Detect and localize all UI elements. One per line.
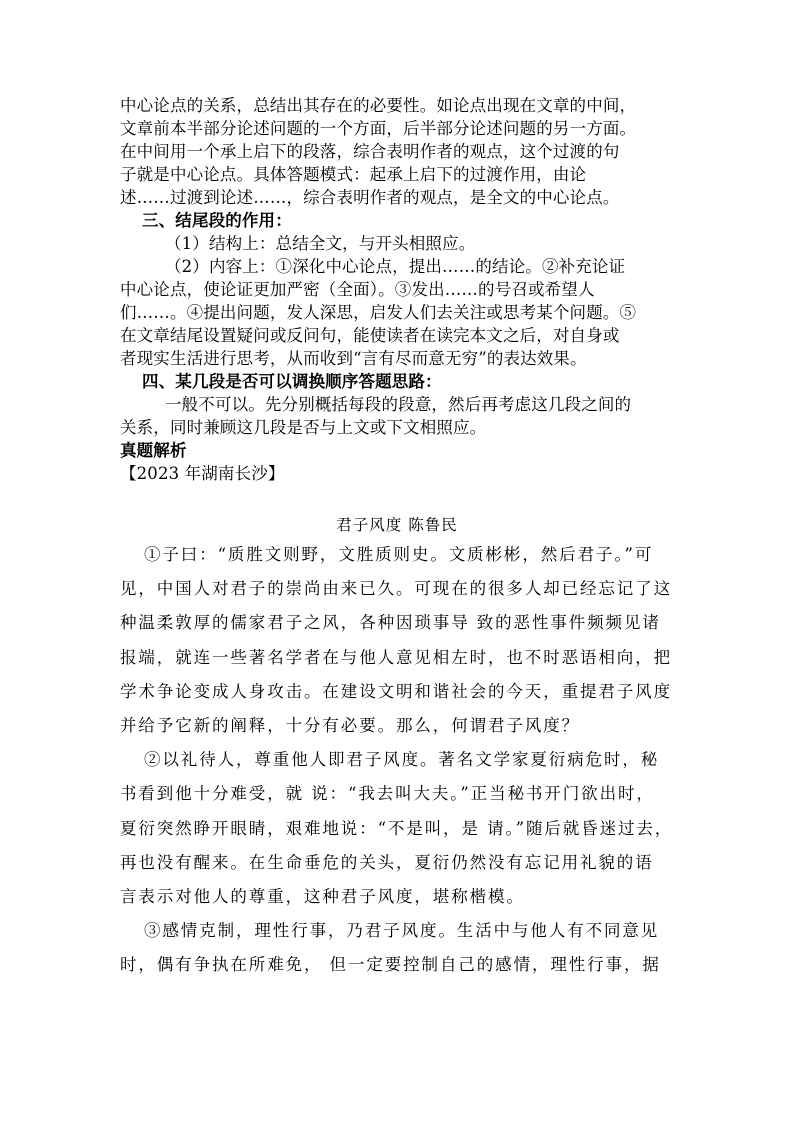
essay-line: 并给予它新的阐释，十分有必要。那么，何谓君子风度？ bbox=[120, 716, 580, 736]
essay-line: 书看到他十分难受，就 说：“我去叫大夫。”正当秘书开门欲出时， bbox=[120, 784, 655, 804]
text-line: （2）内容上：①深化中心论点，提出……的结论。②补充论证 bbox=[165, 257, 626, 276]
section-heading: 四、某几段是否可以调换顺序答题思路： bbox=[142, 372, 442, 391]
text-line: 述……过渡到论述……，综合表明作者的观点，是全文的中心论点。 bbox=[120, 188, 620, 207]
text-line: 在文章结尾设置疑问或反问句，能使读者在读完本文之后，对自身或 bbox=[120, 326, 620, 345]
essay-line: 见，中国人对君子的崇尚由来已久。可现在的很多人却已经忘记了这 bbox=[120, 579, 672, 599]
essay-line: 夏衍突然睁开眼睛，艰难地说：“不是叫，是 请。”随后就昏迷过去， bbox=[120, 818, 674, 838]
essay-title: 君子风度 陈鲁民 bbox=[336, 516, 458, 534]
exam-analysis-label: 真题解析 bbox=[120, 441, 187, 460]
text-line: 者现实生活进行思考，从而收到“言有尽而意无穷”的表达效果。 bbox=[120, 349, 587, 368]
text-line: 中心论点，使论证更加严密（全面）。③发出……的号召或希望人 bbox=[120, 280, 595, 299]
essay-paragraph-start: ①子曰：“质胜文则野，文胜质则史。文质彬彬，然后君子。”可 bbox=[144, 545, 654, 564]
text-line: 子就是中心论点。具体答题模式：起承上启下的过渡作用，由论 bbox=[120, 165, 587, 184]
exam-source-label: 【2023 年湖南长沙】 bbox=[120, 464, 285, 483]
guide-section bbox=[120, 94, 700, 485]
text-line: 中心论点的关系，总结出其存在的必要性。如论点出现在文章的中间， bbox=[120, 96, 637, 115]
essay-line: 时，偶有争执在所难免， 但一定要控制自己的感情，理性行事，据 bbox=[120, 955, 661, 975]
section-heading: 三、结尾段的作用： bbox=[142, 211, 292, 230]
essay-paragraph-start: ②以礼待人，尊重他人即君子风度。著名文学家夏衍病危时，秘 bbox=[144, 750, 660, 770]
essay-line: 种温柔敦厚的儒家君子之风，各种因琐事导 致的恶性事件频频见诸 bbox=[120, 613, 661, 633]
text-line: 关系，同时兼顾这几段是否与上文或下文相照应。 bbox=[120, 418, 487, 437]
essay-paragraph-start: ③感情克制，理性行事，乃君子风度。生活中与他人有不同意见 bbox=[144, 921, 660, 941]
text-line: 文章前本半部分论述问题的一个方面，后半部分论述问题的另一方面。 bbox=[120, 119, 637, 138]
essay-line: 言表示对他人的尊重，这种君子风度，堪称楷模。 bbox=[120, 887, 525, 907]
text-line: （1）结构上：总结全文，与开头相照应。 bbox=[165, 234, 476, 253]
text-line: 在中间用一个承上启下的段落，综合表明作者的观点，这个过渡的句 bbox=[120, 142, 620, 161]
text-line: 们……。④提出问题，发人深思，启发人们去关注或思考某个问题。⑤ bbox=[120, 303, 637, 322]
text-line: 一般不可以。先分别概括每段的段意，然后再考虑这几段之间的 bbox=[165, 395, 632, 414]
essay-line: 学术争论变成人身攻击。在建设文明和谐社会的今天，重提君子风度 bbox=[120, 681, 672, 701]
essay-body bbox=[120, 538, 700, 983]
essay-line: 再也没有醒来。在生命垂危的关头，夏衍仍然没有忘记用礼貌的语 bbox=[120, 852, 654, 872]
essay-line: 报端，就连一些著名学者在与他人意见相左时，也不时恶语相向，把 bbox=[120, 647, 672, 667]
